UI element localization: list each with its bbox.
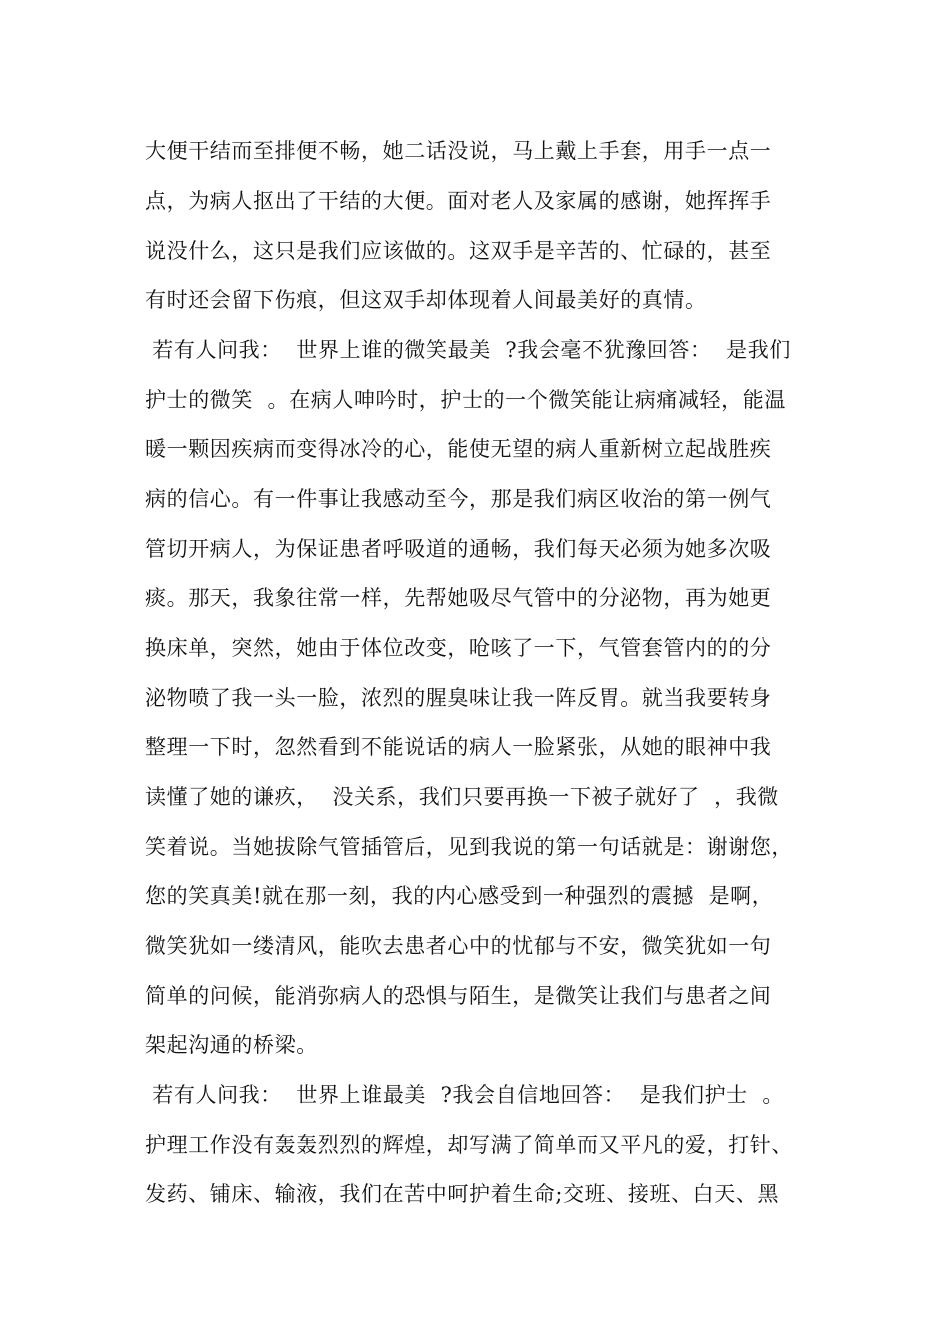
text-line: 微笑犹如一缕清风，能吹去患者心中的忧郁与不安，微笑犹如一句 (145, 934, 772, 958)
text-line: 架起沟通的桥梁。 (145, 1033, 318, 1057)
text-line: 读懂了她的谦疚， 没关系，我们只要再换一下被子就好了 ，我微 (145, 785, 779, 809)
text-line: 病的信心。有一件事让我感动至今，那是我们病区收治的第一例气 (145, 487, 772, 511)
text-line: 简单的问候，能消弥病人的恐惧与陌生，是微笑让我们与患者之间 (145, 984, 772, 1008)
text-line: 痰。那天，我象往常一样，先帮她吸尽气管中的分泌物，再为她更 (145, 586, 772, 610)
text-line: 大便干结而至排便不畅，她二话没说，马上戴上手套，用手一点一 (145, 139, 772, 163)
text-line: 说没什么，这只是我们应该做的。这双手是辛苦的、忙碌的，甚至 (145, 239, 772, 263)
text-line: 护理工作没有轰轰烈烈的辉煌，却写满了简单而又平凡的爱，打针、 (145, 1133, 793, 1157)
text-line: 若有人问我： 世界上谁最美 ?我会自信地回答： 是我们护士 。 (145, 1083, 784, 1107)
text-line: 暖一颗因疾病而变得冰冷的心，能使无望的病人重新树立起战胜疾 (145, 437, 772, 461)
text-line: 泌物喷了我一头一脸，浓烈的腥臭味让我一阵反胃。就当我要转身 (145, 686, 772, 710)
text-line: 发药、铺床、输液，我们在苦中呵护着生命;交班、接班、白天、黑 (145, 1182, 780, 1206)
text-line: 护士的微笑 。在病人呻吟时，护士的一个微笑能让病痛减轻，能温 (145, 388, 786, 412)
text-line: 笑着说。当她拔除气管插管后，见到我说的第一句话就是：谢谢您， (145, 835, 793, 859)
text-line: 点，为病人抠出了干结的大便。面对老人及家属的感谢，她挥挥手 (145, 189, 772, 213)
text-line: 管切开病人，为保证患者呼吸道的通畅，我们每天必须为她多次吸 (145, 537, 772, 561)
text-line: 换床单，突然，她由于体位改变，呛咳了一下，气管套管内的的分 (145, 636, 772, 660)
text-line: 您的笑真美!就在那一刻，我的内心感受到一种强烈的震撼 是啊， (145, 884, 774, 908)
text-line: 若有人问我： 世界上谁的微笑最美 ?我会毫不犹豫回答： 是我们 (145, 338, 791, 362)
text-line: 有时还会留下伤痕，但这双手却体现着人间最美好的真情。 (145, 288, 707, 312)
text-line: 整理一下时，忽然看到不能说话的病人一脸紧张，从她的眼神中我 (145, 735, 772, 759)
